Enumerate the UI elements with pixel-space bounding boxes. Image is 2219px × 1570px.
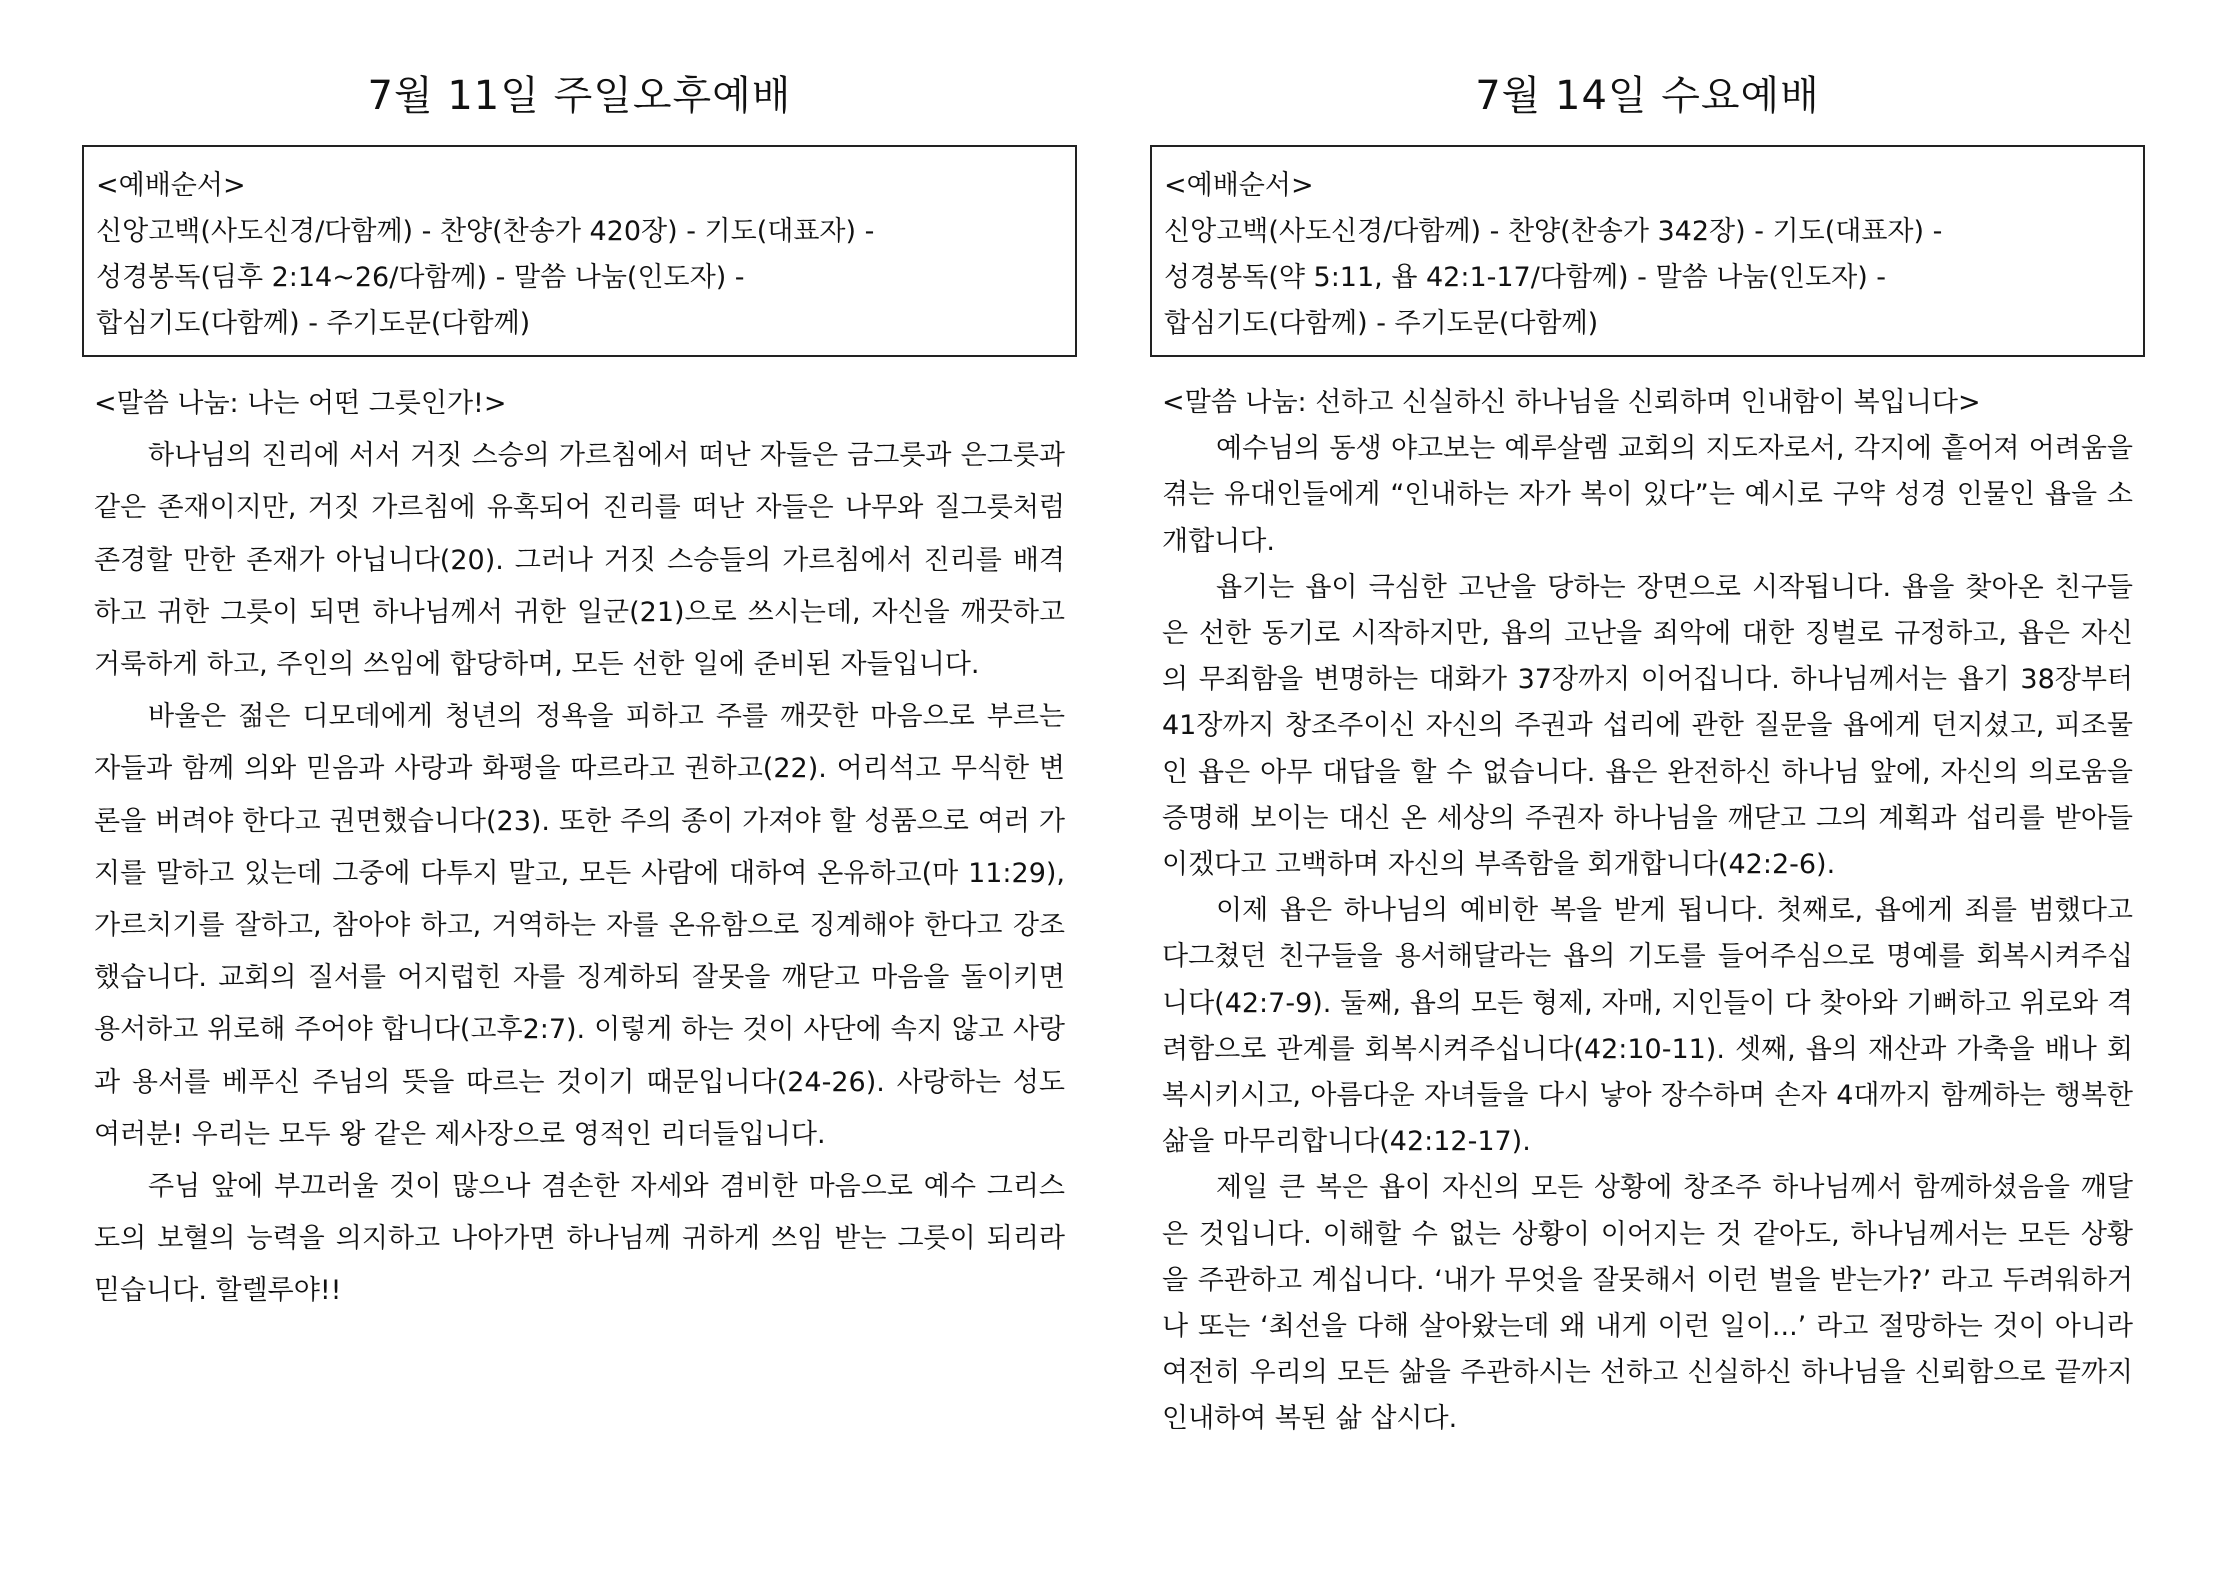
worship-order-line: 합심기도(다함께) - 주기도문(다함께) [96,308,531,339]
worship-order-header: <예배순서> [1164,170,1314,201]
worship-order-box [1150,145,2145,357]
page-title: 7월 14일 수요예배 [1475,73,1820,119]
worship-order-line: 신앙고백(사도신경/다함께) - 찬양(찬송가 342장) - 기도(대표자) - [1164,216,1943,247]
worship-order-line: 성경봉독(약 5:11, 욥 42:1-17/다함께) - 말씀 나눔(인도자) - [1164,262,1887,293]
sermon-paragraph: 하나님의 진리에 서서 거짓 스승의 가르침에서 떠난 자들은 금그릇과 은그릇과 같은 존재이지만, 거짓 가르침에 유혹되어 진리를 떠난 자들은 나무와 질그릇처럼 존경할 만한 존재가 아닙니다(20). 그러나 거짓 스승들의 가르침에서 진리를 배격하고 귀한 그릇이 되면 하나님께서 귀한 일군(21)으로 쓰시는데, 자신을 깨끗하고 거룩하게 하고, 주인의 쓰임에 합당하며, 모든 선한 일에 준비된 자들입니다. [94,440,1065,681]
sermon-heading: <말씀 나눔: 선하고 신실하신 하나님을 신뢰하며 인내함이 복입니다> [1162,387,1981,418]
sermon-section [1162,380,2133,1443]
worship-order-box [82,145,1077,357]
sermon-paragraph: 바울은 젊은 디모데에게 청년의 정욕을 피하고 주를 깨끗한 마음으로 부르는 자들과 함께 의와 믿음과 사랑과 화평을 따르라고 권하고(22). 어리석고 무식한 변론을 버려야 한다고 권면했습니다(23). 또한 주의 종이 가져야 할 성품으로 여러 가지를 말하고 있는데 그중에 다투지 말고, 모든 사람에 대하여 온유하고(마 11:29), 가르치기를 잘하고, 참아야 하고, 거역하는 자를 온유함으로 징계해야 한다고 강조했습니다. 교회의 질서를 어지럽힌 자를 징계하되 잘못을 깨닫고 마음을 돌이키면 용서하고 위로해 주어야 합니다(고후2:7). 이렇게 하는 것이 사단에 속지 않고 사랑과 용서를 베푸신 주님의 뜻을 따르는 것이기 때문입니다(24-26). 사랑하는 성도 여러분! 우리는 모두 왕 같은 제사장으로 영적인 리더들입니다. [94,701,1065,1150]
worship-order-line: 신앙고백(사도신경/다함께) - 찬양(찬송가 420장) - 기도(대표자) - [96,216,875,247]
sermon-paragraph: 제일 큰 복은 욥이 자신의 모든 상황에 창조주 하나님께서 함께하셨음을 깨달은 것입니다. 이해할 수 없는 상황이 이어지는 것 같아도, 하나님께서는 모든 상황을 주관하고 계십니다. ‘내가 무엇을 잘못해서 이런 벌을 받는가?’ 라고 두려워하거나 또는 ‘최선을 다해 살아왔는데 왜 내게 이런 일이...’ 라고 절망하는 것이 아니라 여전히 우리의 모든 삶을 주관하시는 선하고 신실하신 하나님을 신뢰함으로 끝까지 인내하여 복된 삶 삽시다. [1162,1172,2133,1435]
worship-order-line: 합심기도(다함께) - 주기도문(다함께) [1164,308,1599,339]
sermon-heading: <말씀 나눔: 나는 어떤 그릇인가!> [94,388,507,419]
sermon-paragraph: 예수님의 동생 야고보는 예루살렘 교회의 지도자로서, 각지에 흩어져 어려움을 겪는 유대인들에게 “인내하는 자가 복이 있다”는 예시로 구약 성경 인물인 욥을 소개합니다. [1162,433,2133,557]
sermon-paragraph: 이제 욥은 하나님의 예비한 복을 받게 됩니다. 첫째로, 욥에게 죄를 범했다고 다그쳤던 친구들을 용서해달라는 욥의 기도를 들어주심으로 명예를 회복시켜주십니다(42:7-9). 둘째, 욥의 모든 형제, 자매, 지인들이 다 찾아와 기뻐하고 위로와 격려함으로 관계를 회복시켜주십니다(42:10-11). 셋째, 욥의 재산과 가축을 배나 회복시키시고, 아름다운 자녀들을 다시 낳아 장수하며 손자 4대까지 함께하는 행복한 삶을 마무리합니다(42:12-17). [1162,895,2133,1158]
page-title: 7월 11일 주일오후예배 [367,73,792,119]
sermon-section [94,378,1065,1318]
worship-order-header: <예배순서> [96,170,246,201]
worship-order-line: 성경봉독(딤후 2:14~26/다함께) - 말씀 나눔(인도자) - [96,262,745,293]
sermon-paragraph: 주님 앞에 부끄러울 것이 많으나 겸손한 자세와 겸비한 마음으로 예수 그리스도의 보혈의 능력을 의지하고 나아가면 하나님께 귀하게 쓰임 받는 그릇이 되리라 믿습니다. 할렐루야!! [94,1171,1065,1307]
sermon-paragraph: 욥기는 욥이 극심한 고난을 당하는 장면으로 시작됩니다. 욥을 찾아온 친구들은 선한 동기로 시작하지만, 욥의 고난을 죄악에 대한 징벌로 규정하고, 욥은 자신의 무죄함을 변명하는 대화가 37장까지 이어집니다. 하나님께서는 욥기 38장부터 41장까지 창조주이신 자신의 주권과 섭리에 관한 질문을 욥에게 던지셨고, 피조물인 욥은 아무 대답을 할 수 없습니다. 욥은 완전하신 하나님 앞에, 자신의 의로움을 증명해 보이는 대신 온 세상의 주권자 하나님을 깨닫고 그의 계획과 섭리를 받아들이겠다고 고백하며 자신의 부족함을 회개합니다(42:2-6). [1162,571,2133,881]
